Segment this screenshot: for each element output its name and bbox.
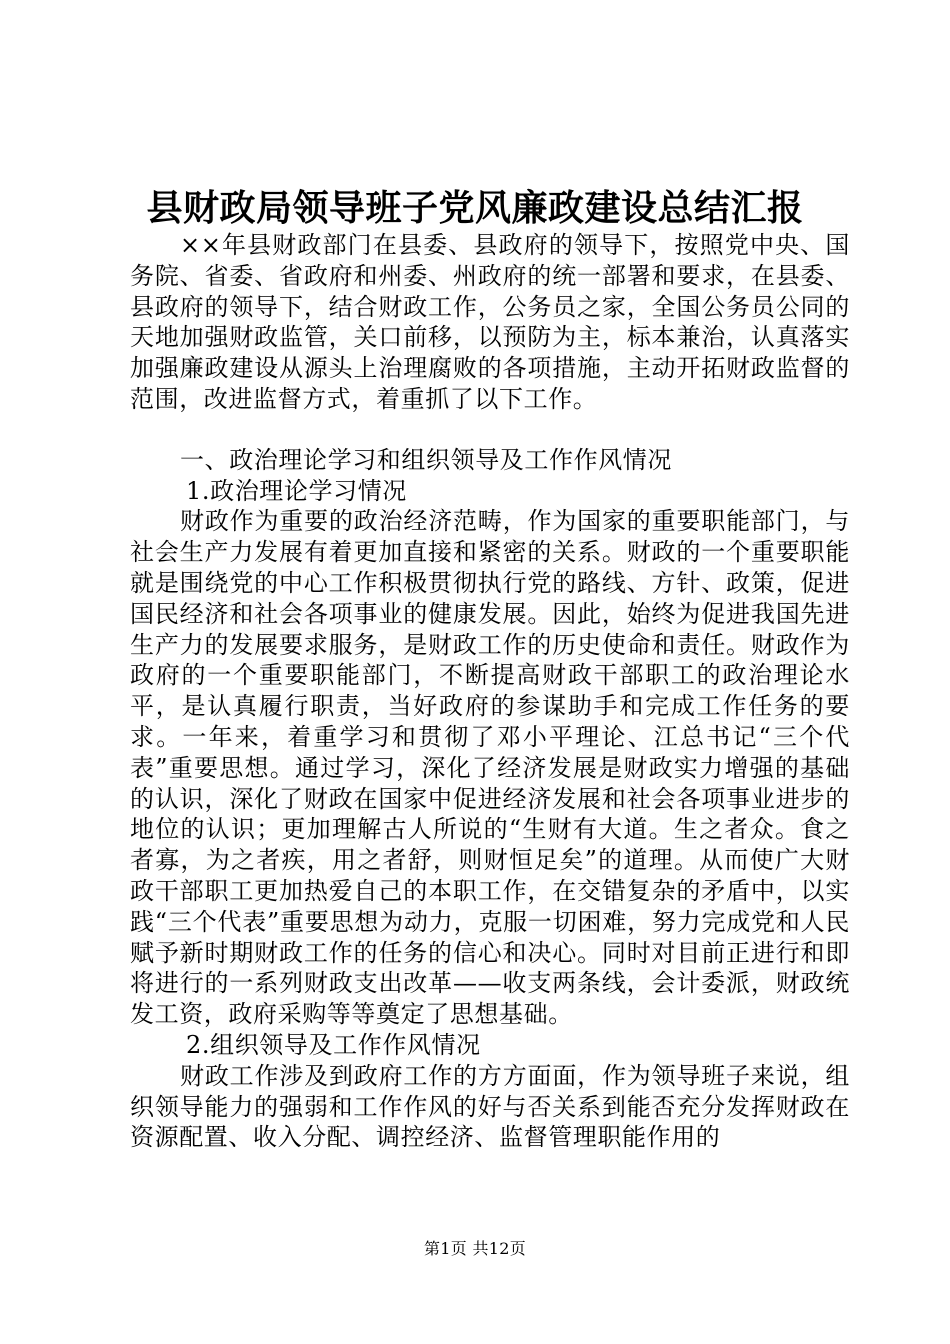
subsection-heading-2: 2.组织领导及工作作风情况 [186,1030,481,1059]
intro-paragraph: ××年县财政部门在县委、县政府的领导下，按照党中央、国务院、省委、省政府和州委、州政府的统一部署和要求，在县委、县政府的领导下，结合财政工作，公务员之家，全国公务员公同的天地加强财政监管，关口前移，以预防为主，标本兼治，认真落实加强廉政建设从源头上治理腐败的各项措施，主动开拓财政监督的范围，改进监督方式，着重抓了以下工作。 [130,231,850,413]
document-body [130,230,850,1153]
section-heading-1: 一、政治理论学习和组织领导及工作作风情况 [180,445,672,474]
document-title: 县财政局领导班子党风廉政建设总结汇报 [146,187,804,229]
page-number-footer: 第1页 共12页 [423,1239,527,1258]
subsection-heading-1: 1.政治理论学习情况 [186,476,407,505]
subsection-1-paragraph: 财政作为重要的政治经济范畴，作为国家的重要职能部门，与社会生产力发展有着更加直接和紧密的关系。财政的一个重要职能就是围绕党的中心工作积极贯彻执行党的路线、方针、政策，促进国民经济和社会各项事业的健康发展。因此，始终为促进我国先进生产力的发展要求服务，是财政工作的历史使命和责任。财政作为政府的一个重要职能部门，不断提高财政干部职工的政治理论水平，是认真履行职责，当好政府的参谋助手和完成工作任务的要求。一年来，着重学习和贯彻了邓小平理论、江总书记“三个代表”重要思想。通过学习，深化了经济发展是财政实力增强的基础的认识，深化了财政在国家中促进经济发展和社会各项事业进步的地位的认识；更加理解古人所说的“生财有大道。生之者众。食之者寡，为之者疾，用之者舒，则财恒足矣”的道理。从而使广大财政干部职工更加热爱自己的本职工作，在交错复杂的矛盾中，以实践“三个代表”重要思想为动力，克服一切困难，努力完成党和人民赋予新时期财政工作的任务的信心和决心。同时对目前正进行和即将进行的一系列财政支出改革——收支两条线，会计委派，财政统发工资，政府采购等等奠定了思想基础。 [130,507,850,1029]
subsection-2-paragraph: 财政工作涉及到政府工作的方方面面，作为领导班子来说，组织领导能力的强弱和工作作风的好与否关系到能否充分发挥财政在资源配置、收入分配、调控经济、监督管理职能作用的 [130,1061,850,1152]
